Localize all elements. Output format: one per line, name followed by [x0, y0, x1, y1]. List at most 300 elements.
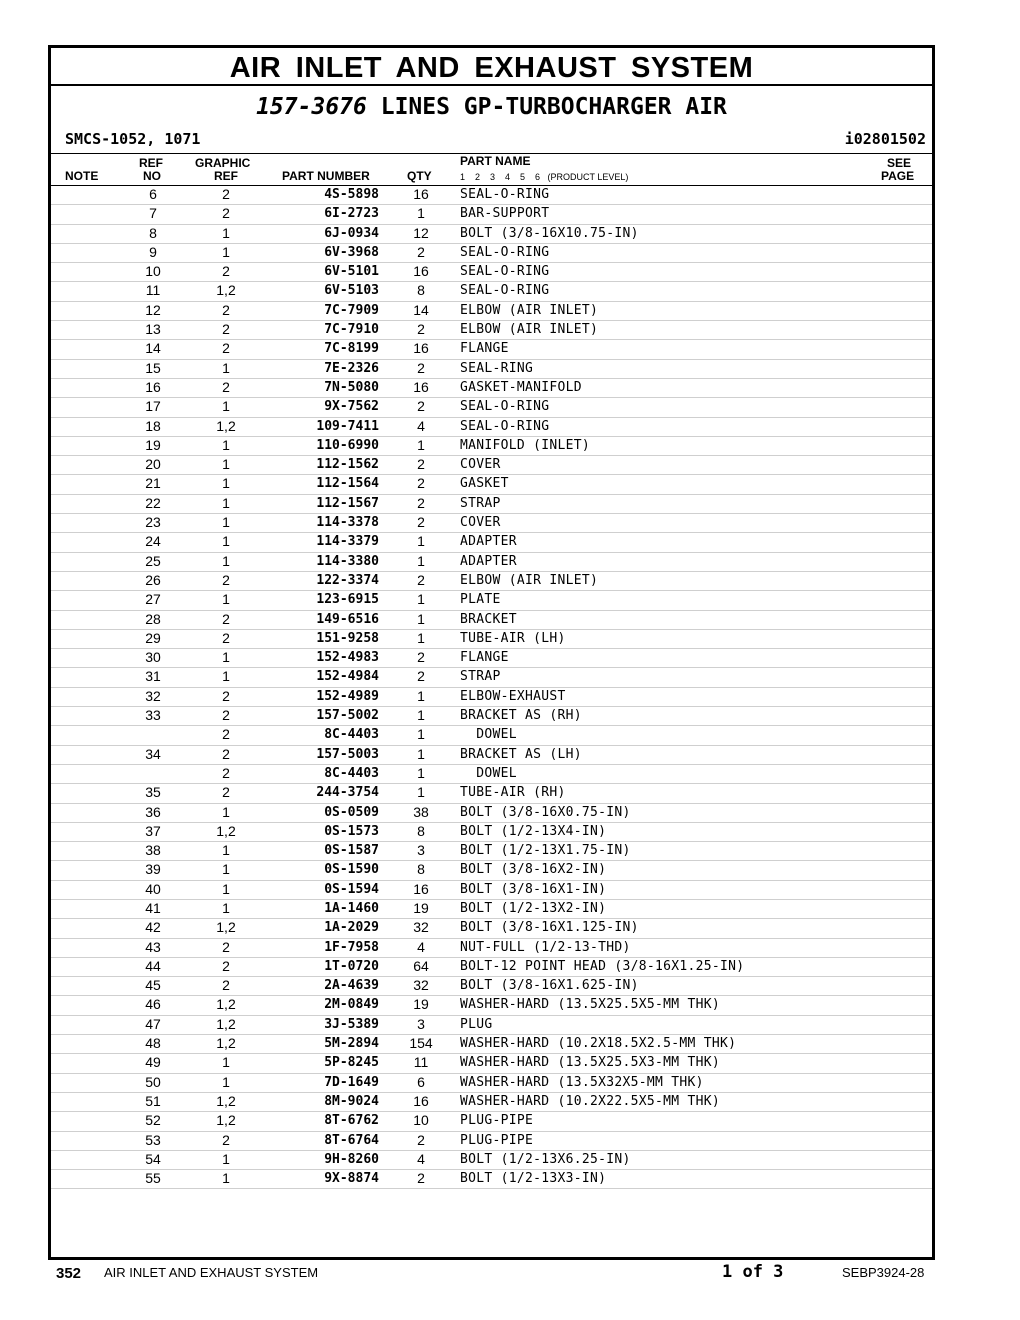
qty-cell: 19 — [413, 996, 429, 1013]
part-name-cell: WASHER-HARD (10.2X22.5X5-MM THK) — [460, 1093, 721, 1109]
qty-cell: 2 — [417, 1131, 425, 1148]
qty-cell: 1 — [417, 707, 425, 724]
part-name-cell: BRACKET AS (LH) — [460, 746, 582, 762]
part-number-cell: 0S-1573 — [324, 823, 379, 839]
table-row — [51, 1132, 932, 1151]
part-number-cell: 1A-1460 — [324, 900, 379, 916]
ref-no-cell: 47 — [145, 1015, 161, 1032]
graphic-ref-cell: 1,2 — [216, 996, 236, 1013]
graphic-ref-cell: 1 — [222, 1150, 230, 1167]
qty-cell: 16 — [413, 340, 429, 357]
part-name-cell: TUBE-AIR (LH) — [460, 630, 566, 646]
part-name-cell: BOLT (1/2-13X1.75-IN) — [460, 843, 631, 859]
part-name-cell: SEAL-O-RING — [460, 283, 550, 299]
part-name-cell: NUT-FULL (1/2-13-THD) — [460, 939, 631, 955]
page-number: 352 — [56, 1265, 82, 1282]
table-row — [51, 1093, 932, 1112]
part-number-cell: 0S-1590 — [324, 862, 379, 878]
graphic-ref-cell: 1 — [222, 803, 230, 820]
part-number-cell: 6J-0934 — [324, 225, 379, 241]
ref-no-cell: 21 — [145, 475, 161, 492]
graphic-ref-cell: 2 — [222, 321, 230, 338]
table-row — [51, 205, 932, 224]
table-row — [51, 707, 932, 726]
graphic-ref-cell: 2 — [222, 186, 230, 202]
qty-cell: 1 — [417, 552, 425, 569]
qty-cell: 16 — [413, 880, 429, 897]
qty-cell: 2 — [417, 243, 425, 260]
table-row — [51, 900, 932, 919]
graphic-ref-cell: 2 — [222, 977, 230, 994]
table-row — [51, 881, 932, 900]
graphic-ref-cell: 1 — [222, 842, 230, 859]
table-row — [51, 263, 932, 282]
part-number-cell: 109-7411 — [316, 418, 379, 434]
qty-cell: 1 — [417, 726, 425, 743]
graphic-ref-cell: 1,2 — [216, 1035, 236, 1052]
qty-cell: 2 — [417, 475, 425, 492]
part-number-cell: 152-4983 — [316, 650, 379, 666]
table-row — [51, 1054, 932, 1073]
graphic-ref-cell: 1 — [222, 436, 230, 453]
table-row — [51, 1170, 932, 1189]
qty-cell: 1 — [417, 610, 425, 627]
qty-cell: 2 — [417, 494, 425, 511]
ref-no-cell: 40 — [145, 880, 161, 897]
part-name-cell: WASHER-HARD (13.5X25.5X3-MM THK) — [460, 1055, 721, 1071]
graphic-ref-cell: 1 — [222, 494, 230, 511]
col-see-top: SEE — [887, 156, 912, 170]
part-number-cell: 149-6516 — [316, 611, 379, 627]
ref-no-cell: 25 — [145, 552, 161, 569]
table-row — [51, 649, 932, 668]
col-part-number: PART NUMBER — [282, 169, 370, 183]
qty-cell: 1 — [417, 745, 425, 762]
table-row — [51, 804, 932, 823]
part-number-cell: 9X-8874 — [324, 1171, 379, 1187]
qty-cell: 16 — [413, 186, 429, 202]
part-number-cell: 112-1567 — [316, 495, 379, 511]
part-number-cell: 8C-4403 — [324, 765, 379, 781]
graphic-ref-cell: 2 — [222, 1131, 230, 1148]
part-name-cell: BOLT (3/8-16X10.75-IN) — [460, 225, 639, 241]
col-ref-bottom: NO — [143, 169, 161, 183]
qty-cell: 2 — [417, 1170, 425, 1187]
ref-no-cell: 8 — [149, 224, 157, 241]
group-title — [51, 92, 932, 122]
part-number-cell: 157-5002 — [316, 708, 379, 724]
qty-cell: 4 — [417, 417, 425, 434]
part-name-cell: DOWEL — [460, 727, 517, 743]
graphic-ref-cell: 2 — [222, 610, 230, 627]
graphic-ref-cell: 2 — [222, 726, 230, 743]
parts-table — [51, 186, 932, 1189]
ref-no-cell: 14 — [145, 340, 161, 357]
part-name-cell: ELBOW-EXHAUST — [460, 688, 566, 704]
part-number-cell: 0S-0509 — [324, 804, 379, 820]
ref-no-cell: 36 — [145, 803, 161, 820]
ref-no-cell: 11 — [145, 282, 161, 299]
illustration-id: i02801502 — [844, 130, 926, 148]
part-name-cell: BOLT (3/8-16X1.125-IN) — [460, 920, 639, 936]
qty-cell: 4 — [417, 938, 425, 955]
ref-no-cell: 12 — [145, 301, 161, 318]
smcs-code: SMCS-1052, 1071 — [65, 130, 201, 148]
qty-cell: 16 — [413, 1092, 429, 1109]
graphic-ref-cell: 1 — [222, 475, 230, 492]
graphic-ref-cell: 2 — [222, 340, 230, 357]
part-number-cell: 7E-2326 — [324, 360, 379, 376]
table-row — [51, 861, 932, 880]
part-name-cell: FLANGE — [460, 341, 509, 357]
part-number-cell: 8T-6762 — [324, 1113, 379, 1129]
part-name-cell: BOLT (1/2-13X2-IN) — [460, 900, 607, 916]
ref-no-cell: 52 — [145, 1112, 161, 1129]
ref-no-cell: 20 — [145, 456, 161, 473]
table-row — [51, 533, 932, 552]
ref-no-cell: 54 — [145, 1150, 161, 1167]
ref-no-cell: 44 — [145, 957, 161, 974]
ref-no-cell: 17 — [145, 398, 161, 415]
part-number-cell: 1F-7958 — [324, 939, 379, 955]
ref-no-cell: 51 — [145, 1092, 161, 1109]
part-number-cell: 6I-2723 — [324, 206, 379, 222]
graphic-ref-cell: 1 — [222, 552, 230, 569]
part-number-cell: 244-3754 — [316, 785, 379, 801]
part-name-cell: PLUG-PIPE — [460, 1113, 534, 1129]
table-row — [51, 958, 932, 977]
qty-cell: 8 — [417, 861, 425, 878]
graphic-ref-cell: 1 — [222, 456, 230, 473]
graphic-ref-cell: 2 — [222, 301, 230, 318]
graphic-ref-cell: 1 — [222, 668, 230, 685]
graphic-ref-cell: 2 — [222, 957, 230, 974]
qty-cell: 19 — [413, 899, 429, 916]
table-row — [51, 302, 932, 321]
table-row — [51, 398, 932, 417]
table-row — [51, 765, 932, 784]
graphic-ref-cell: 2 — [222, 745, 230, 762]
ref-no-cell: 19 — [145, 436, 161, 453]
table-row — [51, 842, 932, 861]
table-row — [51, 939, 932, 958]
table-row — [51, 495, 932, 514]
part-number-cell: 114-3379 — [316, 534, 379, 550]
ref-no-cell: 23 — [145, 514, 161, 531]
ref-no-cell: 7 — [149, 205, 157, 222]
part-name-cell: PLUG-PIPE — [460, 1132, 534, 1148]
part-number-cell: 112-1564 — [316, 476, 379, 492]
qty-cell: 2 — [417, 359, 425, 376]
table-row — [51, 553, 932, 572]
graphic-ref-cell: 1 — [222, 1170, 230, 1187]
col-graphic-bottom: REF — [214, 169, 238, 183]
part-number-cell: 7D-1649 — [324, 1074, 379, 1090]
footer-section-title: AIR INLET AND EXHAUST SYSTEM — [104, 1265, 319, 1280]
part-number-cell: 112-1562 — [316, 457, 379, 473]
part-number-cell: 9H-8260 — [324, 1151, 379, 1167]
ref-no-cell: 28 — [145, 610, 161, 627]
ref-no-cell: 43 — [145, 938, 161, 955]
qty-cell: 38 — [413, 803, 429, 820]
ref-no-cell: 50 — [145, 1073, 161, 1090]
graphic-ref-cell: 1 — [222, 1054, 230, 1071]
table-row — [51, 668, 932, 687]
qty-cell: 64 — [413, 957, 429, 974]
table-row — [51, 360, 932, 379]
part-name-cell: FLANGE — [460, 650, 509, 666]
part-name-cell: STRAP — [460, 495, 501, 511]
table-row — [51, 977, 932, 996]
graphic-ref-cell: 2 — [222, 629, 230, 646]
part-name-cell: ADAPTER — [460, 553, 517, 569]
part-number-cell: 152-4989 — [316, 688, 379, 704]
qty-cell: 2 — [417, 668, 425, 685]
table-row — [51, 611, 932, 630]
part-number-cell: 114-3380 — [316, 553, 379, 569]
ref-no-cell: 27 — [145, 591, 161, 608]
part-number-cell: 9X-7562 — [324, 399, 379, 415]
graphic-ref-cell: 2 — [222, 205, 230, 222]
table-row — [51, 321, 932, 340]
qty-cell: 2 — [417, 514, 425, 531]
ref-no-cell: 31 — [145, 668, 161, 685]
graphic-ref-cell: 1 — [222, 224, 230, 241]
graphic-ref-cell: 2 — [222, 378, 230, 395]
graphic-ref-cell: 1 — [222, 398, 230, 415]
graphic-ref-cell: 1 — [222, 514, 230, 531]
part-name-cell: BOLT (3/8-16X1.625-IN) — [460, 978, 639, 994]
qty-cell: 32 — [413, 919, 429, 936]
graphic-ref-cell: 1 — [222, 899, 230, 916]
graphic-ref-cell: 1,2 — [216, 417, 236, 434]
part-number-cell: 152-4984 — [316, 669, 379, 685]
ref-no-cell: 24 — [145, 533, 161, 550]
qty-cell: 32 — [413, 977, 429, 994]
part-name-cell: SEAL-O-RING — [460, 418, 550, 434]
part-number-cell: 7N-5080 — [324, 379, 379, 395]
qty-cell: 1 — [417, 205, 425, 222]
ref-no-cell: 45 — [145, 977, 161, 994]
part-number-cell: 7C-8199 — [324, 341, 379, 357]
qty-cell: 16 — [413, 263, 429, 280]
ref-no-cell: 9 — [149, 243, 157, 260]
part-number-cell: 5M-2894 — [324, 1036, 379, 1052]
part-name-cell: DOWEL — [460, 765, 517, 781]
table-row — [51, 572, 932, 591]
qty-cell: 2 — [417, 321, 425, 338]
part-name-cell: ADAPTER — [460, 534, 517, 550]
col-note: NOTE — [65, 169, 99, 183]
part-number-cell: 2A-4639 — [324, 978, 379, 994]
part-number-cell: 2M-0849 — [324, 997, 379, 1013]
col-graphic-top: GRAPHIC — [195, 156, 251, 170]
ref-no-cell: 6 — [149, 186, 157, 202]
ref-no-cell: 38 — [145, 842, 161, 859]
part-number-cell: 6V-5103 — [324, 283, 379, 299]
graphic-ref-cell: 1 — [222, 243, 230, 260]
graphic-ref-cell: 2 — [222, 938, 230, 955]
table-row — [51, 630, 932, 649]
table-row — [51, 1151, 932, 1170]
table-row — [51, 514, 932, 533]
graphic-ref-cell: 2 — [222, 687, 230, 704]
col-qty: QTY — [407, 169, 432, 183]
ref-no-cell: 15 — [145, 359, 161, 376]
table-row — [51, 688, 932, 707]
graphic-ref-cell: 1,2 — [216, 1112, 236, 1129]
graphic-ref-cell: 1,2 — [216, 282, 236, 299]
table-row — [51, 1112, 932, 1131]
graphic-ref-cell: 1,2 — [216, 919, 236, 936]
part-number-cell: 0S-1594 — [324, 881, 379, 897]
graphic-ref-cell: 1,2 — [216, 1092, 236, 1109]
part-number-cell: 151-9258 — [316, 630, 379, 646]
ref-no-cell: 37 — [145, 822, 161, 839]
table-row — [51, 379, 932, 398]
graphic-ref-cell: 1,2 — [216, 1015, 236, 1032]
graphic-ref-cell: 1 — [222, 649, 230, 666]
part-number-cell: 0S-1587 — [324, 843, 379, 859]
qty-cell: 2 — [417, 398, 425, 415]
part-name-cell: SEAL-O-RING — [460, 399, 550, 415]
part-name-cell: WASHER-HARD (13.5X25.5X5-MM THK) — [460, 997, 721, 1013]
qty-cell: 10 — [413, 1112, 429, 1129]
part-name-cell: PLUG — [460, 1016, 493, 1032]
part-name-cell: TUBE-AIR (RH) — [460, 785, 566, 801]
part-number-cell: 6V-3968 — [324, 244, 379, 260]
qty-cell: 8 — [417, 282, 425, 299]
ref-no-cell: 10 — [145, 263, 161, 280]
qty-cell: 2 — [417, 649, 425, 666]
part-name-cell: BAR-SUPPORT — [460, 206, 550, 222]
table-row — [51, 1016, 932, 1035]
table-row — [51, 919, 932, 938]
ref-no-cell: 42 — [145, 919, 161, 936]
ref-no-cell: 34 — [145, 745, 161, 762]
part-name-cell: BOLT-12 POINT HEAD (3/8-16X1.25-IN) — [460, 958, 745, 974]
table-row — [51, 340, 932, 359]
table-row — [51, 225, 932, 244]
qty-cell: 2 — [417, 571, 425, 588]
ref-no-cell: 41 — [145, 899, 161, 916]
qty-cell: 11 — [413, 1054, 429, 1071]
ref-no-cell: 30 — [145, 649, 161, 666]
qty-cell: 3 — [417, 842, 425, 859]
part-number-cell: 4S-5898 — [324, 187, 379, 202]
graphic-ref-cell: 2 — [222, 784, 230, 801]
part-name-cell: BOLT (1/2-13X6.25-IN) — [460, 1151, 631, 1167]
qty-cell: 1 — [417, 591, 425, 608]
ref-no-cell: 53 — [145, 1131, 161, 1148]
part-name-cell: BRACKET — [460, 611, 517, 627]
qty-cell: 6 — [417, 1073, 425, 1090]
qty-cell: 1 — [417, 764, 425, 781]
part-name-cell: WASHER-HARD (10.2X18.5X2.5-MM THK) — [460, 1036, 737, 1052]
ref-no-cell: 32 — [145, 687, 161, 704]
qty-cell: 1 — [417, 687, 425, 704]
table-row — [51, 282, 932, 301]
ref-no-cell: 29 — [145, 629, 161, 646]
part-name-cell: ELBOW (AIR INLET) — [460, 322, 599, 338]
part-name-cell: ELBOW (AIR INLET) — [460, 572, 599, 588]
part-name-cell: STRAP — [460, 669, 501, 685]
ref-no-cell: 13 — [145, 321, 161, 338]
table-row — [51, 475, 932, 494]
qty-cell: 1 — [417, 533, 425, 550]
qty-cell: 1 — [417, 784, 425, 801]
table-row — [51, 996, 932, 1015]
part-number-cell: 122-3374 — [316, 572, 379, 588]
part-number-cell: 1T-0720 — [324, 958, 379, 974]
part-number-cell: 8C-4403 — [324, 727, 379, 743]
graphic-ref-cell: 1 — [222, 880, 230, 897]
table-row — [51, 746, 932, 765]
qty-cell: 12 — [413, 224, 429, 241]
part-number-cell: 114-3378 — [316, 515, 379, 531]
group-name: LINES GP-TURBOCHARGER AIR — [380, 94, 727, 120]
parts-list-frame — [48, 45, 935, 1260]
qty-cell: 3 — [417, 1015, 425, 1032]
table-row — [51, 784, 932, 803]
ref-no-cell: 49 — [145, 1054, 161, 1071]
graphic-ref-cell: 2 — [222, 263, 230, 280]
qty-cell: 4 — [417, 1150, 425, 1167]
group-part-number: 157-3676 — [256, 94, 367, 120]
part-name-cell: COVER — [460, 457, 501, 473]
part-name-cell: BOLT (3/8-16X1-IN) — [460, 881, 607, 897]
page-title: AIR INLET AND EXHAUST SYSTEM — [51, 48, 932, 86]
ref-no-cell: 26 — [145, 571, 161, 588]
table-row — [51, 726, 932, 745]
ref-no-cell: 35 — [145, 784, 161, 801]
ref-no-cell: 39 — [145, 861, 161, 878]
part-number-cell: 7C-7909 — [324, 302, 379, 318]
table-row — [51, 1074, 932, 1093]
qty-cell: 14 — [413, 301, 429, 318]
part-name-cell: SEAL-O-RING — [460, 187, 550, 202]
part-name-cell: WASHER-HARD (13.5X32X5-MM THK) — [460, 1074, 704, 1090]
graphic-ref-cell: 2 — [222, 764, 230, 781]
part-name-cell: SEAL-O-RING — [460, 264, 550, 280]
qty-cell: 154 — [409, 1035, 433, 1052]
part-name-cell: COVER — [460, 515, 501, 531]
col-see-bottom: PAGE — [881, 169, 915, 183]
part-name-cell: GASKET — [460, 476, 509, 492]
table-row — [51, 244, 932, 263]
part-number-cell: 157-5003 — [316, 746, 379, 762]
product-level-header: 1 2 3 4 5 6 (PRODUCT LEVEL) — [460, 172, 629, 182]
part-name-cell: ELBOW (AIR INLET) — [460, 302, 599, 318]
graphic-ref-cell: 1 — [222, 591, 230, 608]
part-name-cell: SEAL-O-RING — [460, 244, 550, 260]
part-number-cell: 1A-2029 — [324, 920, 379, 936]
col-ref-top: REF — [139, 156, 163, 170]
part-number-cell: 6V-5101 — [324, 264, 379, 280]
graphic-ref-cell: 1 — [222, 861, 230, 878]
part-number-cell: 110-6990 — [316, 437, 379, 453]
part-number-cell: 8M-9024 — [324, 1093, 379, 1109]
ref-no-cell: 16 — [145, 378, 161, 395]
part-name-cell: BOLT (3/8-16X2-IN) — [460, 862, 607, 878]
part-number-cell: 5P-8245 — [324, 1055, 379, 1071]
part-name-cell: MANIFOLD (INLET) — [460, 437, 591, 453]
table-row — [51, 591, 932, 610]
part-name-cell: BRACKET AS (RH) — [460, 708, 582, 724]
table-row — [51, 186, 932, 205]
table-row — [51, 437, 932, 456]
part-name-cell: BOLT (1/2-13X3-IN) — [460, 1171, 607, 1187]
